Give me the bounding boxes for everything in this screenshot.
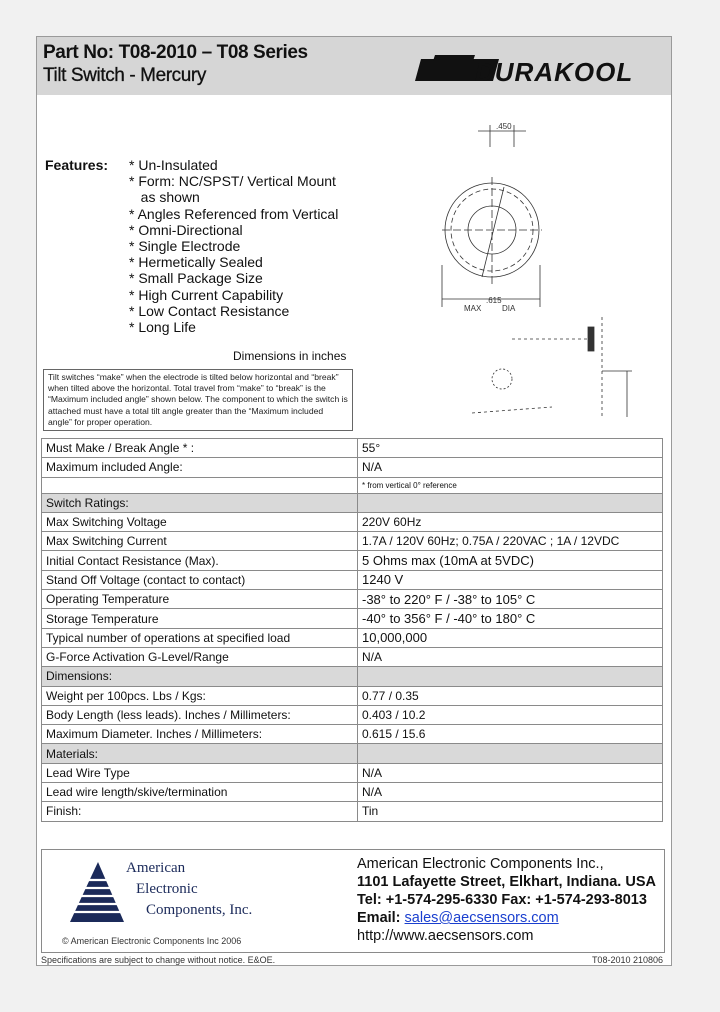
spec-label: Typical number of operations at specified load: [42, 628, 358, 647]
spec-value: N/A: [358, 458, 663, 477]
feature-item: * Low Contact Resistance: [129, 302, 290, 319]
spec-label: Finish:: [42, 802, 358, 821]
features-label: Features:: [45, 157, 109, 173]
spec-value: -40° to 356° F / -40° to 180° C: [358, 609, 663, 628]
spec-label: Must Make / Break Angle * :: [42, 439, 358, 458]
spec-value: [358, 744, 663, 763]
spec-label: Body Length (less leads). Inches / Millimeters:: [42, 705, 358, 724]
spec-value: 0.77 / 0.35: [358, 686, 663, 705]
disclaimer: Specifications are subject to change without notice. E&OE.: [41, 955, 276, 965]
spec-row: [42, 667, 663, 686]
feature-item: * Small Package Size: [129, 270, 263, 287]
spec-label: Max Switching Current: [42, 532, 358, 551]
lead-terminal: [588, 327, 594, 351]
feature-item: * Single Electrode: [129, 238, 241, 255]
spec-row: [42, 609, 663, 628]
operation-note: Tilt switches “make” when the electrode is tilted below horizontal and “break” when tilted above the horizontal. Total travel from “make” to “break” is the “Maximum included angle” shown below. The component to which the switch is attached must have a total tilt angle greater than the “Maximum included angle” for proper operation.: [43, 369, 353, 431]
side-view-line: [472, 407, 552, 413]
spec-value: 220V 60Hz: [358, 512, 663, 531]
spec-label: Switch Ratings:: [42, 493, 358, 512]
spec-row: [42, 512, 663, 531]
spec-row: [42, 705, 663, 724]
features-list: [129, 157, 338, 335]
spec-label: Initial Contact Resistance (Max).: [42, 551, 358, 570]
spec-row: [42, 590, 663, 609]
spec-label: Dimensions:: [42, 667, 358, 686]
side-view-circle: [492, 369, 512, 389]
spec-row: [42, 628, 663, 647]
email-label: Email:: [357, 910, 401, 926]
feature-item: * Omni-Directional: [129, 221, 243, 238]
feature-item: * Un-Insulated: [129, 157, 218, 173]
copyright: © American Electronic Components Inc 2006: [62, 936, 242, 946]
spec-label: [42, 477, 358, 493]
spec-label: Max Switching Voltage: [42, 512, 358, 531]
spec-row: [42, 802, 663, 821]
spec-row: [42, 725, 663, 744]
company-name-line3: Components, Inc.: [146, 902, 253, 918]
email-row: [357, 909, 559, 927]
email-link[interactable]: sales@aecsensors.com: [404, 910, 559, 926]
durakool-logo: [415, 51, 665, 89]
spec-row: [42, 686, 663, 705]
feature-item: as shown: [129, 189, 200, 206]
spec-value: 0.615 / 15.6: [358, 725, 663, 744]
spec-row: [42, 439, 663, 458]
feature-item: * Hermetically Sealed: [129, 254, 263, 271]
document-number: T08-2010 210806: [591, 955, 663, 965]
spec-label: Maximum Diameter. Inches / Millimeters:: [42, 725, 358, 744]
spec-row: [42, 647, 663, 666]
spec-value: N/A: [358, 783, 663, 802]
spec-value: Tin: [358, 802, 663, 821]
spec-value: 5 Ohms max (10mA at 5VDC): [358, 551, 663, 570]
product-subtitle: Tilt Switch - Mercury: [43, 65, 206, 86]
feature-item: * Form: NC/SPST/ Vertical Mount: [129, 173, 336, 190]
spec-row: [42, 493, 663, 512]
website-link[interactable]: http://www.aecsensors.com: [357, 928, 534, 944]
company-name-line1: American: [126, 860, 186, 876]
spec-label: Maximum included Angle:: [42, 458, 358, 477]
spec-row: [42, 763, 663, 782]
dim-max-label: MAX: [464, 304, 482, 313]
dim-diameter-label: .615: [486, 296, 502, 305]
spec-row: [42, 551, 663, 570]
datasheet-page: [36, 36, 672, 966]
spec-value: N/A: [358, 647, 663, 666]
spec-value: 1240 V: [358, 570, 663, 589]
spec-value: 0.403 / 10.2: [358, 705, 663, 724]
dim-dia-label: DIA: [502, 304, 516, 313]
spec-label: Operating Temperature: [42, 590, 358, 609]
aec-logo-icon: [66, 860, 126, 932]
dimension-drawing: [402, 117, 667, 417]
address-company: American Electronic Components Inc.,: [357, 856, 604, 872]
spec-label: Stand Off Voltage (contact to contact): [42, 570, 358, 589]
spec-row: [42, 570, 663, 589]
feature-item: * Angles Referenced from Vertical: [129, 205, 339, 222]
logo-wordmark: DURAKOOL: [475, 57, 634, 87]
spec-label: Materials:: [42, 744, 358, 763]
spec-value: -38° to 220° F / -38° to 105° C: [358, 590, 663, 609]
part-number-title: Part No: T08-2010 – T08 Series: [43, 42, 308, 63]
spec-row: [42, 477, 663, 493]
spec-value: [358, 493, 663, 512]
spec-label: Lead wire length/skive/termination: [42, 783, 358, 802]
spec-row: [42, 458, 663, 477]
dim-width-label: .450: [496, 122, 512, 131]
spec-value: 1.7A / 120V 60Hz; 0.75A / 220VAC ; 1A / 12VDC: [358, 532, 663, 551]
spec-value: 55°: [358, 439, 663, 458]
spec-row: [42, 744, 663, 763]
phone-fax: Tel: +1-574-295-6330 Fax: +1-574-293-8013: [357, 892, 647, 908]
header-band: [37, 37, 671, 95]
company-name-line2: Electronic: [136, 881, 198, 897]
dimensions-caption: Dimensions in inches: [233, 349, 347, 363]
address-street: 1101 Lafayette Street, Elkhart, Indiana. USA: [357, 874, 656, 890]
spec-label: Storage Temperature: [42, 609, 358, 628]
spec-table: [41, 438, 663, 822]
electrode-line: [482, 187, 504, 277]
spec-row: [42, 783, 663, 802]
company-footer: [41, 849, 665, 953]
spec-label: Lead Wire Type: [42, 763, 358, 782]
spec-value: [358, 667, 663, 686]
spec-value: 10,000,000: [358, 628, 663, 647]
spec-value: N/A: [358, 763, 663, 782]
spec-row: [42, 532, 663, 551]
spec-label: G-Force Activation G-Level/Range: [42, 647, 358, 666]
feature-item: * Long Life: [129, 319, 196, 336]
spec-label: Weight per 100pcs. Lbs / Kgs:: [42, 686, 358, 705]
spec-value: * from vertical 0° reference: [358, 477, 663, 493]
feature-item: * High Current Capability: [129, 286, 284, 303]
